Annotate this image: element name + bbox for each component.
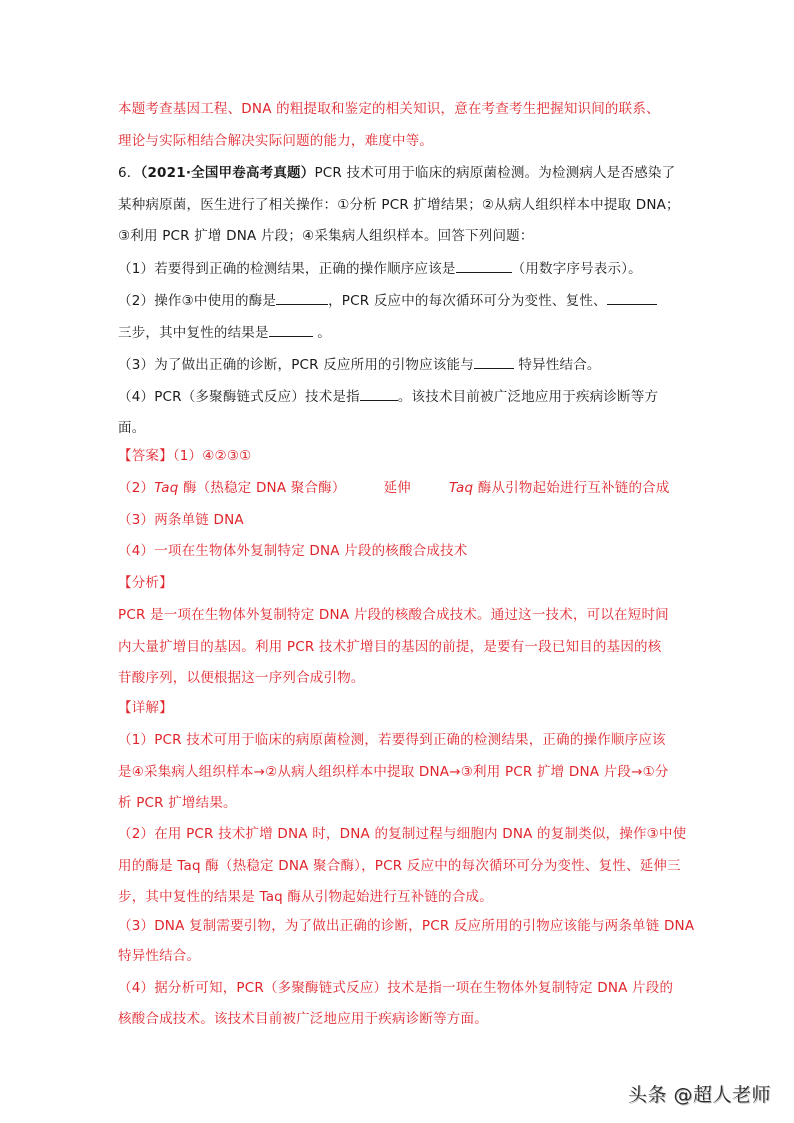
sub-question-3-end: 特异性结合。 [513, 357, 601, 373]
sub-question-2-cont [118, 322, 331, 343]
answer-label: 【答案】 [118, 448, 173, 464]
question-stem-line-3: ③利用 PCR 扩增 DNA 片段；④采集病人组织样本。回答下列问题： [118, 228, 534, 244]
answer-line-4: （4）一项在生物体外复制特定 DNA 片段的核酸合成技术 [118, 543, 468, 559]
detail-p2-line-1: （2）在用 PCR 技术扩增 DNA 时，DNA 的复制过程与细胞内 DNA 的复制类似，操作③中使 [118, 826, 687, 842]
detail-p3-line-1: （3）DNA 复制需要引物，为了做出正确的诊断，PCR 反应所用的引物应该能与两条单链 DNA [118, 918, 695, 934]
intro-line-2: 理论与实际相结合解决实际问题的能力，难度中等。 [118, 133, 434, 149]
answer-1: （1）④②③① [172, 448, 252, 464]
detail-p1-line-2: 是④采集病人组织样本→②从病人组织样本中提取 DNA→③利用 PCR 扩增 DNA 片段→①分 [118, 764, 669, 780]
answer-blank-1[interactable] [456, 258, 512, 273]
answer-2-annealing-result: 酶从引物起始进行互补链的合成 [473, 480, 670, 496]
detail-p1-line-1: （1）PCR 技术可用于临床的病原菌检测，若要得到正确的检测结果，正确的操作顺序应该 [118, 732, 666, 748]
detail-p4-line-1: （4）据分析可知，PCR（多聚酶链式反应）技术是指一项在生物体外复制特定 DNA 片段的 [118, 980, 674, 996]
question-stem-text: PCR 技术可用于临床的病原菌检测。为检测病人是否感染了 [314, 165, 676, 181]
sub-question-4-text-2: 。该技术目前被广泛地应用于疾病诊断等方 [397, 389, 659, 405]
detail-p2-line-3: 步，其中复性的结果是 Taq 酶从引物起始进行互补链的合成。 [118, 889, 493, 905]
analysis-label: 【分析】 [118, 575, 173, 591]
sub-question-4 [118, 386, 658, 407]
answer-2-prefix: （2） [118, 480, 155, 496]
sub-question-2 [118, 290, 657, 311]
answer-line-2 [118, 478, 670, 498]
question-source: （2021·全国甲卷高考真题） [140, 165, 315, 181]
sub-question-2-text: （2）操作③中使用的酶是 [118, 293, 277, 309]
sub-question-4-cont: 面。 [118, 420, 146, 436]
answer-line-1 [118, 446, 251, 466]
answer-2-extension: 延伸 [383, 480, 411, 496]
analysis-line-3: 苷酸序列，以便根据这一序列合成引物。 [118, 670, 365, 686]
intro-line-1: 本题考查基因工程、DNA 的粗提取和鉴定的相关知识，意在考查考生把握知识间的联系、 [118, 101, 660, 117]
question-number: 6． [118, 165, 141, 181]
sub-question-4-text: （4）PCR（多聚酶链式反应）技术是指 [118, 389, 360, 405]
detail-p2-line-2: 用的酶是 Taq 酶（热稳定 DNA 聚合酶），PCR 反应中的每次循环可分为变性、复性、延伸三 [118, 858, 681, 874]
answer-blank-4[interactable] [360, 386, 398, 401]
answer-blank-2b[interactable] [607, 290, 657, 305]
question-stem-line-1 [118, 163, 675, 183]
analysis-line-2: 内大量扩增目的基因。利用 PCR 技术扩增目的基因的前提，是要有一段已知目的基因的核 [118, 639, 662, 655]
answer-blank-2a[interactable] [276, 290, 328, 305]
sub-question-3 [118, 354, 601, 375]
analysis-line-1: PCR 是一项在生物体外复制特定 DNA 片段的核酸合成技术。通过这一技术，可以在短时间 [118, 607, 669, 623]
sub-question-2-text-3: 三步，其中复性的结果是 [118, 325, 269, 341]
sub-question-2-text-2: ，PCR 反应中的每次循环可分为变性、复性、 [328, 293, 607, 309]
detail-label: 【详解】 [118, 700, 173, 716]
detail-p3-line-2: 特异性结合。 [118, 948, 201, 964]
question-stem-line-2: 某种病原菌，医生进行了相关操作：①分析 PCR 扩增结果；②从病人组织样本中提取 DNA； [118, 197, 680, 213]
answer-line-3: （3）两条单链 DNA [118, 512, 244, 528]
answer-blank-2c[interactable] [269, 322, 313, 337]
answer-2-taq: Taq [154, 480, 179, 496]
sub-question-1 [118, 258, 642, 279]
sub-question-1-hint: （用数字序号表示）。 [511, 261, 642, 277]
watermark: 头条 @超人老师 [628, 1084, 772, 1106]
sub-question-1-text: （1）若要得到正确的检测结果，正确的操作顺序应该是 [118, 261, 456, 277]
detail-p4-line-2: 核酸合成技术。该技术目前被广泛地应用于疾病诊断等方面。 [118, 1011, 488, 1027]
sub-question-3-text: （3）为了做出正确的诊断，PCR 反应所用的引物应该能与 [118, 357, 474, 373]
answer-2-enzyme: 酶（热稳定 DNA 聚合酶） [178, 480, 346, 496]
answer-2-taq-2: Taq [449, 480, 474, 496]
sub-question-2-end: 。 [312, 325, 331, 341]
answer-blank-3[interactable] [474, 354, 514, 369]
detail-p1-line-3: 析 PCR 扩增结果。 [118, 795, 237, 811]
